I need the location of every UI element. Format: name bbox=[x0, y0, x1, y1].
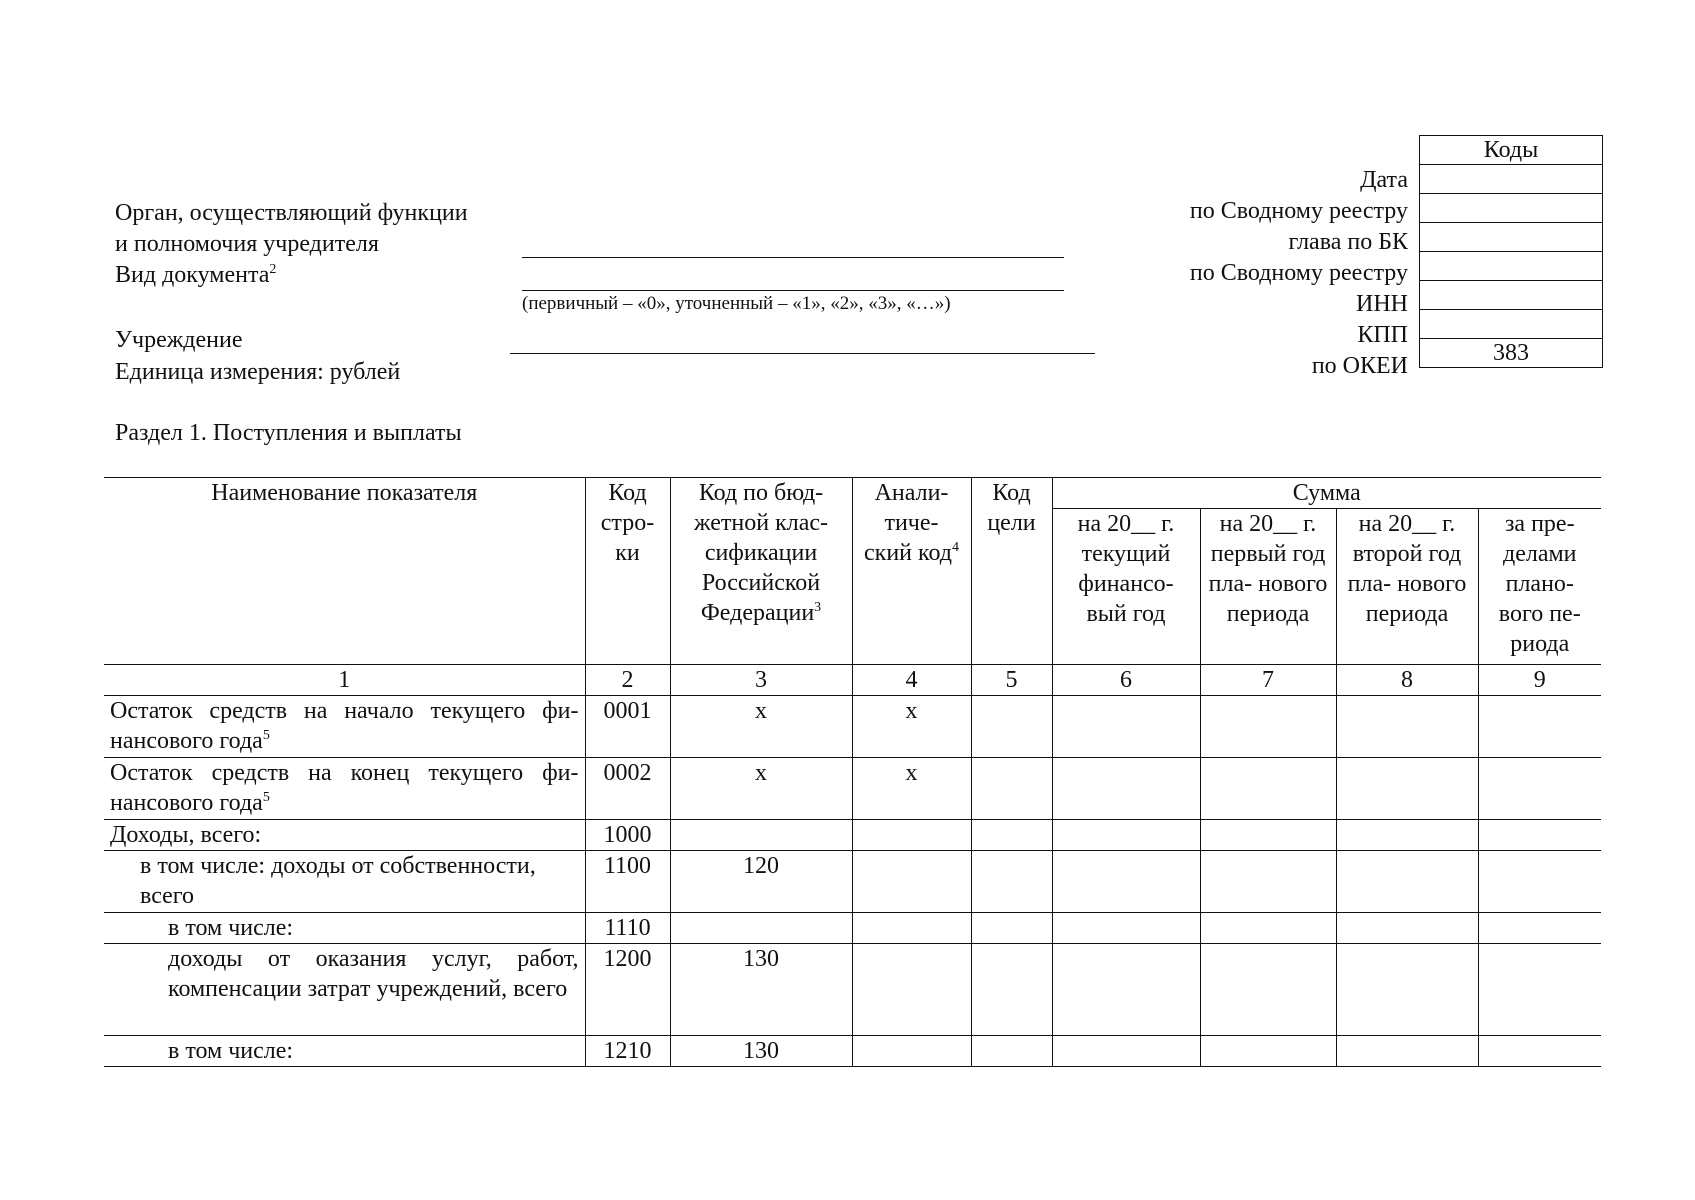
receipts-payments-table bbox=[104, 477, 1601, 1067]
row-goal-cell[interactable] bbox=[971, 758, 1052, 820]
row-name: в том числе: bbox=[104, 1036, 585, 1067]
row-analytic-code bbox=[852, 1036, 971, 1067]
row-footnote: 5 bbox=[262, 790, 270, 805]
col-analytic-text: Анали- тиче- ский код bbox=[864, 480, 952, 566]
row-analytic-code: x bbox=[852, 696, 971, 758]
row-sum-9[interactable] bbox=[1478, 944, 1601, 1036]
row-sum-9[interactable] bbox=[1478, 696, 1601, 758]
row-name bbox=[104, 758, 585, 820]
row-sum-6[interactable] bbox=[1052, 913, 1200, 944]
row-name bbox=[104, 696, 585, 758]
row-budget-code: x bbox=[670, 696, 852, 758]
section-title: Раздел 1. Поступления и выплаты bbox=[115, 420, 462, 446]
institution-input-line[interactable] bbox=[510, 353, 1095, 354]
row-name: Доходы, всего: bbox=[104, 820, 585, 851]
row-goal-cell[interactable] bbox=[971, 696, 1052, 758]
table-row bbox=[104, 1036, 1601, 1067]
col-header-sum: Сумма bbox=[1052, 478, 1601, 509]
row-sum-8[interactable] bbox=[1336, 696, 1478, 758]
code-label-kpp: КПП bbox=[1357, 322, 1408, 348]
row-goal-cell[interactable] bbox=[971, 820, 1052, 851]
doc-type-label bbox=[115, 260, 276, 290]
col-number: 5 bbox=[971, 665, 1052, 696]
row-code: 0001 bbox=[585, 696, 670, 758]
codes-labels bbox=[1190, 165, 1408, 382]
col-header-sum-7: на 20__ г. первый год пла- нового периода bbox=[1200, 509, 1336, 665]
row-sum-8[interactable] bbox=[1336, 1036, 1478, 1067]
codes-box bbox=[1419, 135, 1603, 368]
row-name: в том числе: bbox=[104, 913, 585, 944]
doc-type-hint: (первичный – «0», уточненный – «1», «2», «3», «…») bbox=[522, 293, 951, 314]
col-number: 3 bbox=[670, 665, 852, 696]
row-name: доходы от оказания услуг, работ, компенсации затрат учреждений, всего bbox=[104, 944, 585, 1036]
row-sum-7[interactable] bbox=[1200, 851, 1336, 913]
row-analytic-code bbox=[852, 820, 971, 851]
col-header-name: Наименование показателя bbox=[104, 478, 585, 665]
table-row bbox=[104, 696, 1601, 758]
doc-type-text: Вид документа bbox=[115, 262, 270, 288]
row-sum-7[interactable] bbox=[1200, 758, 1336, 820]
institution-label: Учреждение bbox=[115, 327, 243, 353]
col-budget-code-footnote: 3 bbox=[814, 600, 822, 615]
col-row-code-text: Код стро- ки bbox=[600, 480, 655, 566]
row-sum-9[interactable] bbox=[1478, 758, 1601, 820]
row-analytic-code: x bbox=[852, 758, 971, 820]
code-value-inn[interactable] bbox=[1420, 281, 1603, 310]
code-label-inn: ИНН bbox=[1356, 291, 1408, 317]
doc-type-footnote: 2 bbox=[269, 262, 277, 277]
row-code: 1210 bbox=[585, 1036, 670, 1067]
row-sum-7[interactable] bbox=[1200, 913, 1336, 944]
code-label-registry-2: по Сводному реестру bbox=[1189, 260, 1408, 286]
row-footnote: 5 bbox=[262, 728, 270, 743]
row-budget-code: 120 bbox=[670, 851, 852, 913]
doc-type-input-line[interactable] bbox=[522, 290, 1064, 291]
row-sum-8[interactable] bbox=[1336, 758, 1478, 820]
row-sum-8[interactable] bbox=[1336, 944, 1478, 1036]
row-sum-8[interactable] bbox=[1336, 851, 1478, 913]
row-sum-9[interactable] bbox=[1478, 1036, 1601, 1067]
code-value-okei[interactable]: 383 bbox=[1420, 339, 1603, 368]
code-label-registry-1: по Сводному реестру bbox=[1189, 198, 1408, 224]
row-name-text: Остаток средств на начало текущего фи- нансового года bbox=[110, 698, 579, 754]
row-goal-cell[interactable] bbox=[971, 944, 1052, 1036]
code-value-date[interactable] bbox=[1420, 165, 1603, 194]
col-number: 4 bbox=[852, 665, 971, 696]
col-number: 8 bbox=[1336, 665, 1478, 696]
row-analytic-code bbox=[852, 944, 971, 1036]
code-value-registry-1[interactable] bbox=[1420, 194, 1603, 223]
row-sum-8[interactable] bbox=[1336, 820, 1478, 851]
founder-input-line[interactable] bbox=[522, 257, 1064, 258]
col-budget-code-text: Код по бюд- жетной клас- сификации Российской Федерации bbox=[693, 480, 829, 626]
row-sum-7[interactable] bbox=[1200, 1036, 1336, 1067]
col-header-sum-9: за пре- делами плано- вого пе- риода bbox=[1478, 509, 1601, 665]
row-sum-6[interactable] bbox=[1052, 851, 1200, 913]
row-sum-9[interactable] bbox=[1478, 851, 1601, 913]
code-value-kpp[interactable] bbox=[1420, 310, 1603, 339]
row-sum-6[interactable] bbox=[1052, 758, 1200, 820]
founder-label-line1: Орган, осуществляющий функции bbox=[115, 200, 468, 226]
col-number: 2 bbox=[585, 665, 670, 696]
row-sum-9[interactable] bbox=[1478, 820, 1601, 851]
col-analytic-footnote: 4 bbox=[951, 540, 959, 555]
row-code: 1100 bbox=[585, 851, 670, 913]
row-goal-cell[interactable] bbox=[971, 1036, 1052, 1067]
col-header-sum-6: на 20__ г. текущий финансо- вый год bbox=[1052, 509, 1200, 665]
row-code: 1110 bbox=[585, 913, 670, 944]
row-analytic-code bbox=[852, 913, 971, 944]
row-sum-6[interactable] bbox=[1052, 820, 1200, 851]
col-header-budget-code bbox=[670, 478, 852, 665]
row-goal-cell[interactable] bbox=[971, 913, 1052, 944]
row-budget-code: 130 bbox=[670, 944, 852, 1036]
col-number: 6 bbox=[1052, 665, 1200, 696]
row-budget-code: x bbox=[670, 758, 852, 820]
row-sum-6[interactable] bbox=[1052, 944, 1200, 1036]
col-header-goal bbox=[971, 478, 1052, 665]
table-row bbox=[104, 851, 1601, 913]
col-header-row-code bbox=[585, 478, 670, 665]
table-row bbox=[104, 913, 1601, 944]
codes-header: Коды bbox=[1420, 136, 1603, 165]
row-sum-6[interactable] bbox=[1052, 696, 1200, 758]
unit-label: Единица измерения: рублей bbox=[115, 359, 401, 385]
col-header-analytic bbox=[852, 478, 971, 665]
row-budget-code bbox=[670, 913, 852, 944]
code-value-bk-chapter[interactable] bbox=[1420, 223, 1603, 252]
column-numbers-row bbox=[104, 665, 1601, 696]
row-sum-7[interactable] bbox=[1200, 820, 1336, 851]
col-number: 1 bbox=[104, 665, 585, 696]
row-goal-cell[interactable] bbox=[971, 851, 1052, 913]
table-row bbox=[104, 758, 1601, 820]
row-code: 1200 bbox=[585, 944, 670, 1036]
row-sum-9[interactable] bbox=[1478, 913, 1601, 944]
row-code: 0002 bbox=[585, 758, 670, 820]
row-sum-6[interactable] bbox=[1052, 1036, 1200, 1067]
table-row bbox=[104, 820, 1601, 851]
row-budget-code bbox=[670, 820, 852, 851]
row-sum-7[interactable] bbox=[1200, 944, 1336, 1036]
code-value-registry-2[interactable] bbox=[1420, 252, 1603, 281]
founder-label-line2: и полномочия учредителя bbox=[115, 231, 379, 257]
col-header-sum-8: на 20__ г. второй год пла- нового периода bbox=[1336, 509, 1478, 665]
row-name: в том числе: доходы от собственности, всего bbox=[104, 851, 585, 913]
row-sum-7[interactable] bbox=[1200, 696, 1336, 758]
col-goal-text: Код цели bbox=[987, 480, 1036, 536]
row-budget-code: 130 bbox=[670, 1036, 852, 1067]
row-code: 1000 bbox=[585, 820, 670, 851]
code-label-bk-chapter: глава по БК bbox=[1288, 229, 1408, 255]
row-name-text: Остаток средств на конец текущего фи- нансового года bbox=[110, 760, 579, 816]
col-number: 9 bbox=[1478, 665, 1601, 696]
col-number: 7 bbox=[1200, 665, 1336, 696]
row-sum-8[interactable] bbox=[1336, 913, 1478, 944]
table-row bbox=[104, 944, 1601, 1036]
row-analytic-code bbox=[852, 851, 971, 913]
code-label-okei: по ОКЕИ bbox=[1311, 353, 1408, 379]
code-label-date: Дата bbox=[1360, 167, 1408, 193]
